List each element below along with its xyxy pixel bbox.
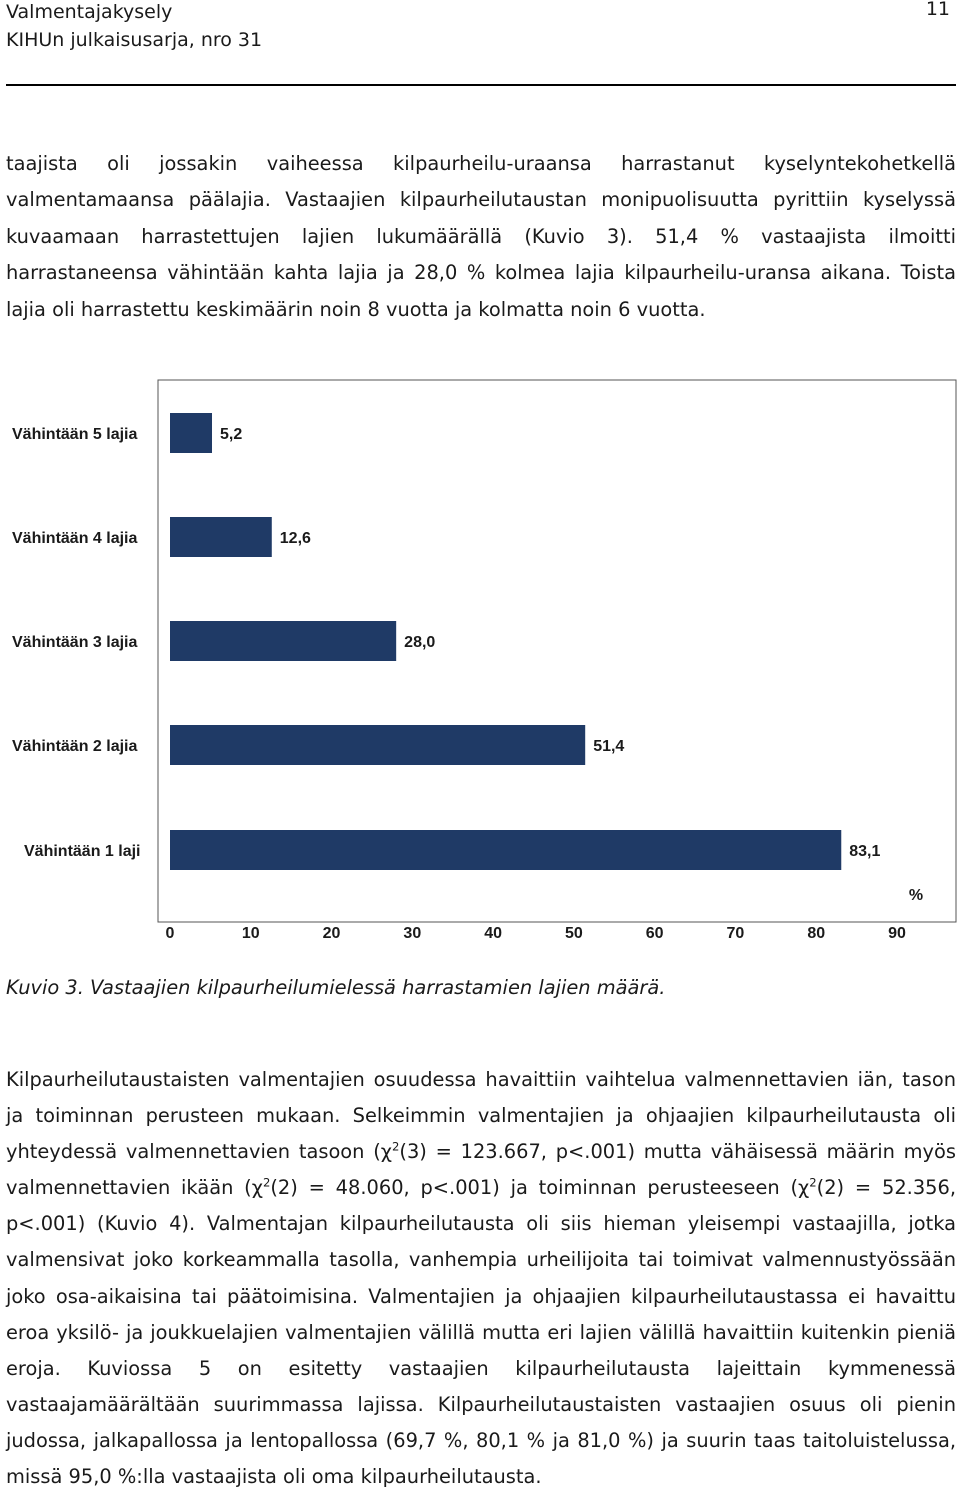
data-label: 83,1 <box>849 843 881 860</box>
x-tick-label: 90 <box>888 925 906 942</box>
body-paragraph-2 <box>6 1062 956 1495</box>
data-label: 12,6 <box>279 530 311 547</box>
category-label: Vähintään 1 laji <box>24 843 141 860</box>
header-divider <box>6 84 956 86</box>
x-tick-label: 70 <box>726 925 745 942</box>
bar <box>170 517 272 557</box>
page-header <box>6 0 956 84</box>
category-label: Vähintään 3 lajia <box>12 634 138 651</box>
running-title: Valmentajakysely <box>6 1 173 23</box>
superscript-2: 2 <box>262 1175 271 1190</box>
data-label: 51,4 <box>593 738 625 755</box>
x-tick-label: 30 <box>403 925 422 942</box>
x-tick-label: 20 <box>322 925 341 942</box>
data-label: 5,2 <box>220 426 243 443</box>
figure-caption: Kuvio 3. Vastaajien kilpaurheilumielessä harrastamien lajien määrä. <box>6 976 666 999</box>
x-tick-label: 60 <box>645 925 664 942</box>
x-tick-label: 80 <box>807 925 826 942</box>
body-paragraph-1: taajista oli jossakin vaiheessa kilpaurheilu-uraansa harrastanut kyselyntekohetkellä valmentamaansa päälajia. Vastaajien kilpaurheilutaustan monipuolisuutta pyrittiin kyselyssä kuvaamaan harrastettujen lajien lukumäärällä (Kuvio 3). 51,4 % vastaajista ilmoitti harrastaneensa vähintään kahta lajia ja 28,0 % kolmea lajia kilpaurheilu-uransa aikana. Toista lajia oli harrastettu keskimäärin noin 8 vuotta ja kolmatta noin 6 vuotta. <box>6 152 956 321</box>
x-tick-label: 50 <box>564 925 583 942</box>
page-number: 11 <box>925 0 950 20</box>
x-tick-label: 40 <box>484 925 503 942</box>
axis-unit-label: % <box>908 887 924 904</box>
bar-chart <box>0 372 960 950</box>
bar <box>170 725 585 765</box>
category-label: Vähintään 4 lajia <box>12 530 138 547</box>
paragraph-2-text-3: (2) = 48.060, p<.001) ja toiminnan perusteeseen (χ <box>270 1176 810 1200</box>
series-title: KIHUn julkaisusarja, nro 31 <box>6 29 263 51</box>
bar <box>170 413 212 453</box>
x-tick-label: 0 <box>165 925 175 942</box>
x-tick-label: 10 <box>241 925 260 942</box>
bar <box>170 621 396 661</box>
paragraph-2-text-1: Kilpaurheilutaustaisten valmentajien osuudessa havaittiin vaihtelua valmennettavien iän, tason ja toiminnan perusteen mukaan. Selkeimmin valmentajien ja ohjaajien kilpaurheilutausta oli yhteydessä valmennettavien tasoon (χ <box>6 1068 956 1164</box>
category-label: Vähintään 2 lajia <box>12 738 138 755</box>
bar <box>170 830 841 870</box>
data-label: 28,0 <box>404 634 436 651</box>
category-label: Vähintään 5 lajia <box>12 426 138 443</box>
paragraph-2-text-2: (3) = 123.667, p<.001) mutta vähäisessä määrin myös valmennettavien ikään (χ <box>6 1140 956 1200</box>
superscript-3: 2 <box>809 1175 817 1190</box>
figure-3 <box>0 372 960 950</box>
superscript-1: 2 <box>391 1139 400 1154</box>
paragraph-2-text-4: (2) = 52.356, p<.001) (Kuvio 4). Valmentajan kilpaurheilutausta oli siis hieman yleisempi vastaajilla, jotka valmensivat joko korkeammalla tasolla, vanhempia urheilijoita tai toimivat valmennustyössään joko osa-aikaisina tai päätoimisina. Valmentajien ja ohjaajien kilpaurheilutaustassa ei havaittu eroa yksilö- ja joukkuelajien valmentajien välillä mutta eri lajien välillä havaittiin kuitenkin pieniä eroja. Kuviossa 5 on esitetty vastaajien kilpaurheilutausta lajeittain kymmenessä vastaajamäärältään suurimmassa lajissa. Kilpaurheilutaustaisten vastaajien osuus oli pienin judossa, jalkapallossa ja lentopallossa (69,7 %, 80,1 % ja 81,0 %) ja suurin taas taitoluistelussa, missä 95,0 %:lla vastaajista oli oma kilpaurheilutausta. <box>6 1176 956 1489</box>
